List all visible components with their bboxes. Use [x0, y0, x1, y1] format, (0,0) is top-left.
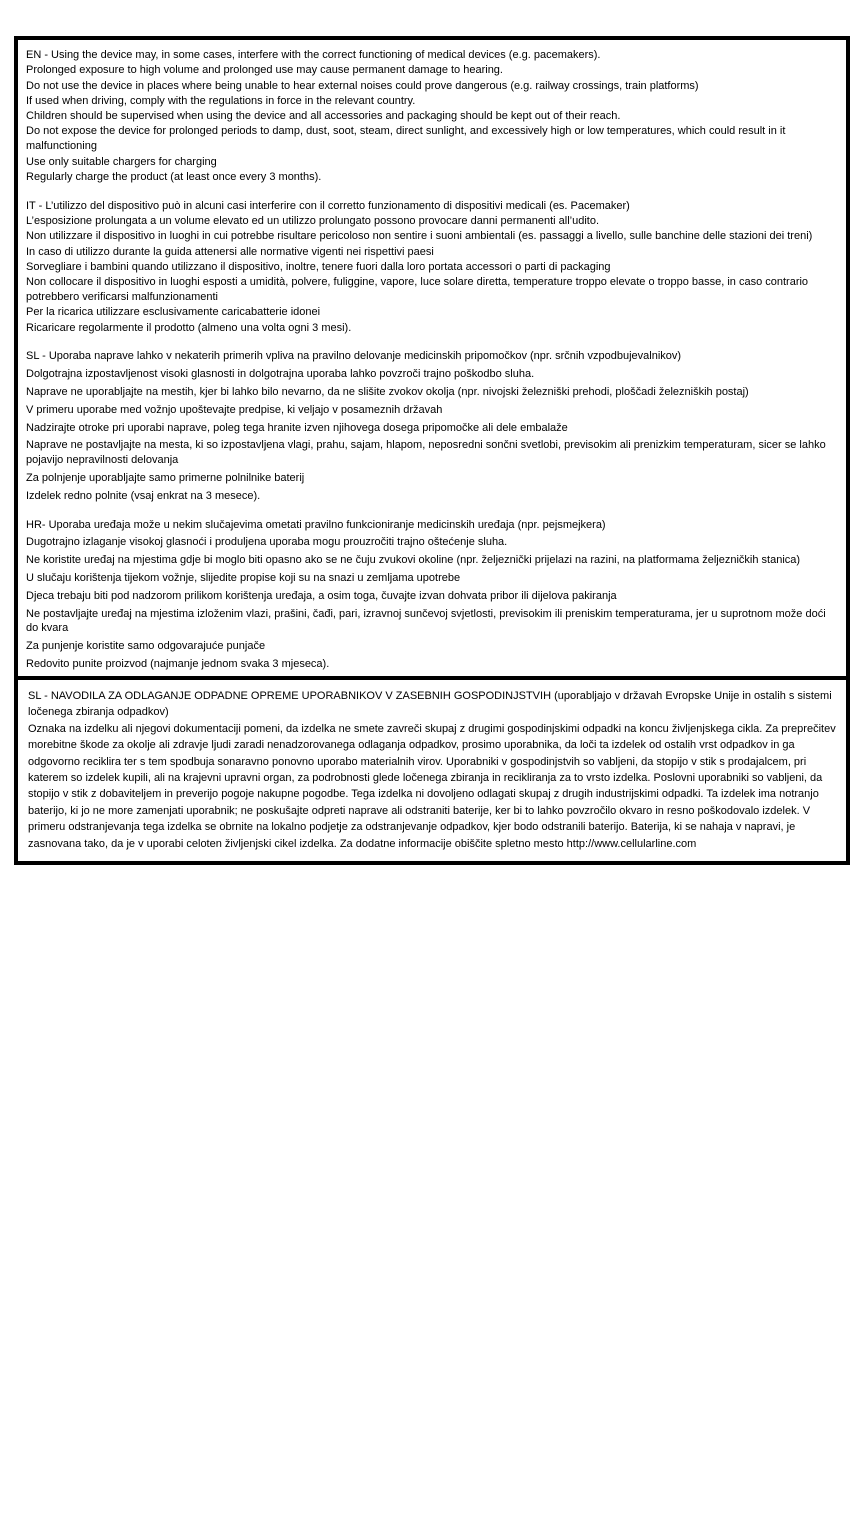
text-line: Per la ricarica utilizzare esclusivamente caricabatterie idonei — [26, 306, 321, 319]
text-line: Non collocare il dispositivo in luoghi esposti a umidità, polvere, fuliggine, vapore, luce solare diretta, temperature troppo elevate o troppo basse, in caso contrario potrebbero verificarsi malfunzionamenti — [26, 276, 809, 303]
text-line: Use only suitable chargers for charging — [26, 155, 217, 168]
text-line: Za polnjenje uporabljajte samo primerne polnilnike baterij — [26, 471, 305, 484]
text-line: Redovito punite proizvod (najmanje jednom svaka 3 mjeseca). — [26, 657, 330, 670]
text-line: L’esposizione prolungata a un volume elevato ed un utilizzo prolungato possono provocare danni permanenti all’udito. — [26, 214, 599, 227]
warning-section-en — [26, 48, 836, 185]
text-line: Prolonged exposure to high volume and prolonged use may cause permanent damage to hearing. — [26, 64, 503, 77]
text-line: Naprave ne uporabljajte na mestih, kjer bi lahko bilo nevarno, da ne slišite zvokov okolja (npr. nivojski železniški prehodi, ploščadi železniških postaj) — [26, 385, 749, 398]
text-line: U slučaju korištenja tijekom vožnje, slijedite propise koji su na snazi u zemljama upotrebe — [26, 571, 461, 584]
text-line: Do not expose the device for prolonged periods to damp, dust, soot, steam, direct sunlight, and excessively high or low temperatures, which could result in it malfunctioning — [26, 125, 786, 153]
text-line: SL - Uporaba naprave lahko v nekaterih primerih vpliva na pravilno delovanje medicinskih pripomočkov (npr. srčnih vzpodbujevalnikov) — [26, 350, 682, 363]
text-line: Do not use the device in places where being unable to hear external noises could prove dangerous (e.g. railway crossings, train platforms) — [26, 79, 699, 92]
text-line: Children should be supervised when using the device and all accessories and packaging should be kept out of their reach. — [26, 110, 621, 123]
text-line: Ricaricare regolarmente il prodotto (almeno una volta ogni 3 mesi). — [26, 321, 352, 334]
warning-section-sl — [26, 349, 836, 503]
text-line: Dugotrajno izlaganje visokoj glasnoći i produljena uporaba mogu prouzročiti trajno oštećenje sluha. — [26, 536, 508, 549]
disposal-instructions-box — [14, 676, 850, 865]
text-line: Non utilizzare il dispositivo in luoghi in cui potrebbe risultare pericoloso non sentire i suoni ambientali (es. passaggi a livello, sulle banchine delle stazioni dei treni) — [26, 230, 813, 243]
text-line: If used when driving, comply with the regulations in force in the relevant country. — [26, 94, 416, 107]
disposal-title: SL - NAVODILA ZA ODLAGANJE ODPADNE OPREME UPORABNIKOV V ZASEBNIH GOSPODINJSTVIH (uporabljajo v državah Evropske Unije in ostalih s sistemi ločenega zbiranja odpadkov) — [28, 690, 832, 719]
text-line: V primeru uporabe med vožnjo upoštevajte predpise, ki veljajo v posameznih državah — [26, 403, 443, 416]
text-line: Sorvegliare i bambini quando utilizzano il dispositivo, inoltre, tenere fuori dalla loro portata accessori o parti di packaging — [26, 260, 611, 273]
text-line: Ne postavljajte uređaj na mjestima izloženim vlazi, prašini, čađi, pari, izravnoj sunčevoj svjetlosti, previsokim ili preniskim temperaturama, jer u suprotnom može doći do kvara — [26, 607, 826, 635]
disposal-body-text: Oznaka na izdelku ali njegovi dokumentaciji pomeni, da izdelka ne smete zavreči skupaj z drugimi gospodinjskimi odpadki na koncu življenjskega cikla. Za preprečitev morebitne škode za okolje ali zdravje ljudi zaradi nenadzorovanega odlaganja odpadkov, prosimo uporabnika, da loči ta izdelek od ostalih vrst odpadkov in ga odgovorno reciklira ter s tem spodbuja sonaravno ponovno uporabo materialnih virov. Uporabniki v gospodinjstvih so vabljeni, da stopijo v stik s prodajalcem, pri katerem so izdelek kupili, ali na krajevni upravni organ, za podrobnosti glede ločenega zbiranja in recikliranja za to vrsto izdelka. Poslovni uporabniki so vabljeni, da stopijo v stik z dobaviteljem in preverijo pogoje nakupne pogodbe. Tega izdelka ni dovoljeno odlagati skupaj z drugih industrijskimi odpadki. Ta izdelek ima notranjo baterijo, ki jo ne more zamenjati uporabnik; ne poskušajte odpreti naprave ali odstraniti baterije, ker bi to lahko povzročilo okvaro in resno poškodovalo izdelek. V primeru odstranjevanja tega izdelka se obrnite na lokalno podjetje za odstranjevanje odpadkov, kjer bodo odstranili baterijo. Baterija, ki se nahaja v napravi, je zasnovana tako, da je v uporabi celoten življenjski cikel izdelka. Za dodatne informacije obiščite spletno mesto http://www.cellularline.com — [28, 722, 836, 850]
warning-section-it — [26, 199, 836, 336]
text-line: HR- Uporaba uređaja može u nekim slučajevima ometati pravilno funkcioniranje medicinskih uređaja (npr. pejsmejkera) — [26, 518, 606, 531]
warning-section-hr — [26, 518, 836, 672]
text-line: Dolgotrajna izpostavljenost visoki glasnosti in dolgotrajna uporaba lahko povzroči trajno poškodbo sluha. — [26, 368, 535, 381]
text-line: IT - L’utilizzo del dispositivo può in alcuni casi interferire con il corretto funzionamento di dispositivi medicali (es. Pacemaker) — [26, 199, 630, 212]
text-line: Naprave ne postavljajte na mesta, ki so izpostavljena vlagi, prahu, sajam, hlapom, neposredni sončni svetlobi, previsokim ali prenizkim temperaturam, sicer se lahko pojavijo nepravilnosti delovanja — [26, 439, 826, 467]
text-line: Djeca trebaju biti pod nadzorom prilikom korištenja uređaja, a osim toga, čuvajte izvan dohvata pribor ili dijelova pakiranja — [26, 589, 617, 602]
text-line: Ne koristite uređaj na mjestima gdje bi moglo biti opasno ako se ne čuju zvukovi okoline (npr. željeznički prijelazi na razini, na platformama željezničkih stanica) — [26, 554, 801, 567]
text-line: Za punjenje koristite samo odgovarajuće punjače — [26, 640, 266, 653]
text-line: Regularly charge the product (at least once every 3 months). — [26, 170, 322, 183]
text-line: EN - Using the device may, in some cases, interfere with the correct functioning of medical devices (e.g. pacemakers). — [26, 49, 601, 61]
text-line: In caso di utilizzo durante la guida attenersi alle normative vigenti nei rispettivi paesi — [26, 245, 434, 258]
text-line: Nadzirajte otroke pri uporabi naprave, poleg tega hranite izven njihovega dosega pripomočke ali dele embalaže — [26, 421, 568, 434]
safety-warnings-box — [14, 36, 850, 688]
text-line: Izdelek redno polnite (vsaj enkrat na 3 mesece). — [26, 489, 261, 502]
